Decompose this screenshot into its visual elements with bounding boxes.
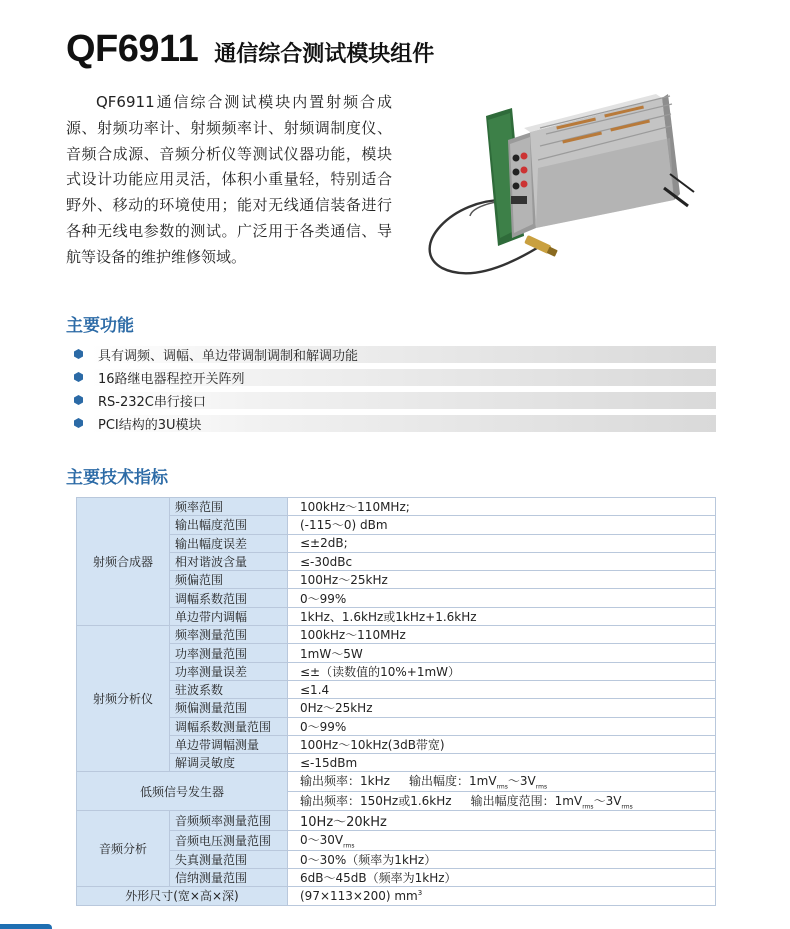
list-item: PCI结构的3U模块 [72, 414, 716, 432]
category-cell: 低频信号发生器 [77, 772, 288, 811]
hexagon-bullet-icon [74, 372, 83, 382]
category-cell: 音频分析 [77, 811, 170, 887]
category-cell: 射频合成器 [77, 498, 170, 626]
table-row: 功率测量范围 1mW～5W [77, 644, 716, 662]
table-row: 输出频率：150Hz或1.6kHz 输出幅度范围：$1mV_{rms}\sim 3V_{rms}$ [77, 791, 716, 810]
table-row: 调幅系数测量范围 0～99% [77, 717, 716, 735]
table-row: 输出幅度误差 ≤±2dB; [77, 534, 716, 552]
table-row: 解调灵敏度 ≤-15dBm [77, 754, 716, 772]
table-row: 调幅系数范围 0～99% [77, 589, 716, 607]
table-row: 频偏范围 100Hz～25kHz [77, 571, 716, 589]
model-number: QF6911 [66, 28, 199, 70]
table-row: 音频电压测量范围 $0\sim 30V_{rms}$ [77, 831, 716, 850]
hexagon-bullet-icon [74, 418, 83, 428]
table-row: 射频合成器 频率范围 100kHz～110MHz; [77, 498, 716, 516]
list-item: 16路继电器程控开关阵列 [72, 368, 716, 386]
hexagon-bullet-icon [74, 395, 83, 405]
spec-table [76, 497, 716, 906]
table-row: 低频信号发生器 输出频率：1kHz 输出幅度：$1mV_{rms}\sim 3V_{rms}$ [77, 772, 716, 791]
intro-paragraph [66, 90, 392, 271]
table-row: 输出幅度范围 (-115～0) dBm [77, 516, 716, 534]
page-edge-tab [0, 924, 52, 929]
hexagon-bullet-icon [74, 349, 83, 359]
features-heading: 主要功能 [66, 316, 134, 336]
table-row: 功率测量误差 ≤±（读数值的10%+1mW） [77, 662, 716, 680]
specs-heading: 主要技术指标 [66, 468, 168, 488]
list-item: RS-232C串行接口 [72, 391, 716, 409]
list-item: 具有调频、调幅、单边带调制调制和解调功能 [72, 345, 716, 363]
table-row: 驻波系数 ≤1.4 [77, 680, 716, 698]
intro-text: QF6911通信综合测试模块内置射频合成源、射频功率计、射频频率计、射频调制度仪、音频合成源、音频分析仪等测试仪器功能，模块式设计功能应用灵活，体积小重量轻，特别适合野外、移动的环境使用；能对无线通信装备进行各种无线电参数的测试。广泛用于各类通信、导航等设备的维护维修领域。 [66, 93, 392, 266]
product-photo [412, 88, 704, 276]
category-cell: 外形尺寸(宽×高×深) [77, 887, 288, 905]
category-cell: 射频分析仪 [77, 626, 170, 772]
table-row: 单边带调幅测量 100Hz～10kHz(3dB带宽) [77, 735, 716, 753]
table-row: 频偏测量范围 0Hz～25kHz [77, 699, 716, 717]
table-row: 音频分析 音频频率测量范围 10Hz～20kHz [77, 811, 716, 831]
table-row: 相对谐波含量 ≤-30dBc [77, 552, 716, 570]
table-row: 射频分析仪 频率测量范围 100kHz～110MHz [77, 626, 716, 644]
feature-list [72, 345, 716, 437]
product-subtitle: 通信综合测试模块组件 [214, 42, 435, 67]
table-row: 外形尺寸(宽×高×深) (97×113×200) $mm^3$ [77, 887, 716, 905]
table-row: 信纳测量范围 6dB～45dB（频率为1kHz） [77, 868, 716, 886]
title-block [66, 28, 434, 71]
table-row: 失真测量范围 0～30%（频率为1kHz） [77, 850, 716, 868]
table-row: 单边带内调幅 1kHz、1.6kHz或1kHz+1.6kHz [77, 607, 716, 625]
